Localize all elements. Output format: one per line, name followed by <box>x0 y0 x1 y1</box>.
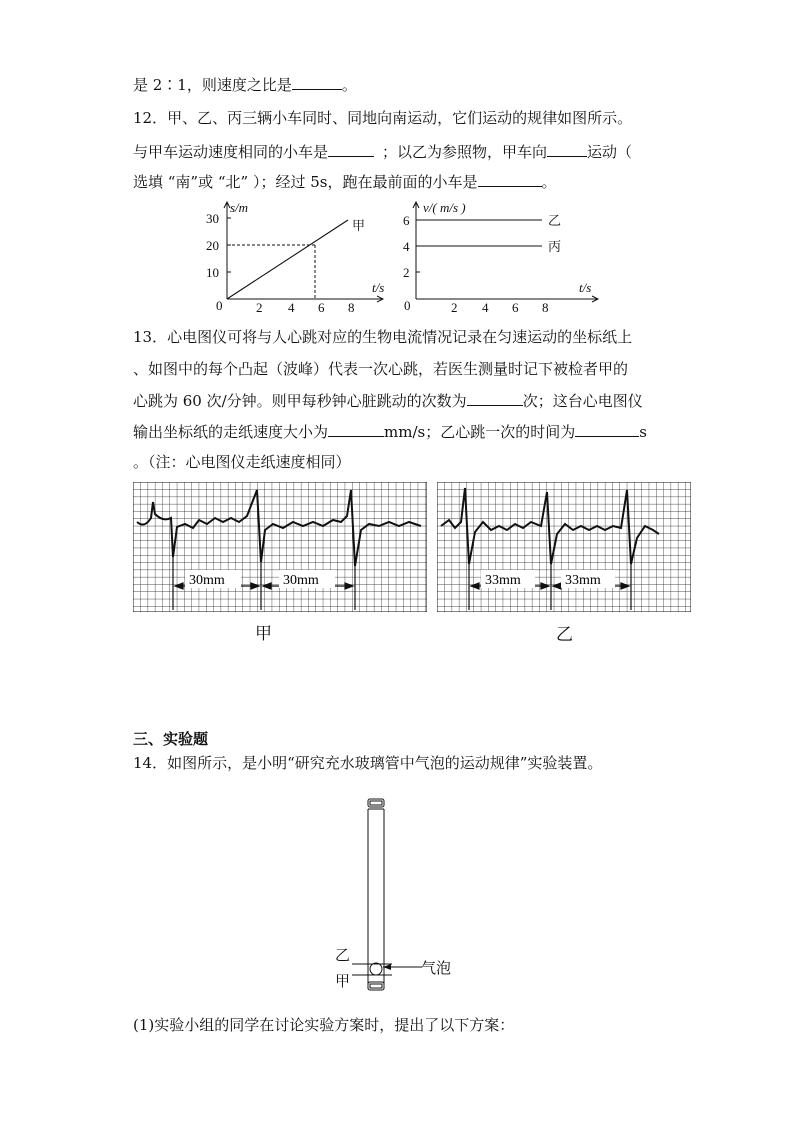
origin: 0 <box>216 298 223 313</box>
ecg-panel-jia <box>133 482 427 612</box>
measure-label: 33mm <box>565 573 601 588</box>
label-yi: 乙 <box>335 948 351 964</box>
axis-label-v: v/( m/s ) <box>423 200 466 215</box>
q13-line-3: 心跳为 60 次/分钟。则甲每秒钟心脏跳动的次数为 次；这台心电图仪 <box>133 392 643 410</box>
xtick: 6 <box>318 300 325 313</box>
answer-blank[interactable] <box>467 390 523 406</box>
xtick: 8 <box>348 300 355 313</box>
xtick: 8 <box>542 300 549 313</box>
text-line-1: 是 2∶1，则速度之比是 。 <box>133 76 357 94</box>
series-label-yi: 乙 <box>548 213 562 228</box>
xtick: 4 <box>288 300 295 313</box>
q14-part1: (1)实验小组的同学在讨论实验方案时，提出了以下方案： <box>133 1016 515 1034</box>
glass-tube-figure <box>330 792 470 997</box>
origin: 0 <box>404 298 411 313</box>
ytick: 2 <box>403 265 410 280</box>
measure-label: 30mm <box>283 573 319 588</box>
ytick: 6 <box>403 213 410 228</box>
xtick: 4 <box>482 300 489 313</box>
answer-blank[interactable] <box>547 141 587 157</box>
q12-line-2: 与甲车运动速度相同的小车是 ；以乙为参照物，甲车向 运动（ <box>133 143 633 161</box>
q12-line-3: 选填 “南”或 “北” ）；经过 5s，跑在最前面的小车是 。 <box>133 173 557 191</box>
ytick: 4 <box>403 239 410 254</box>
series-label-jia: 甲 <box>352 218 366 233</box>
q11-tail: 是 2∶1，则速度之比是 <box>133 76 292 94</box>
ytick: 20 <box>206 238 219 253</box>
q14-stem: 14．如图所示，是小明“研究充水玻璃管中气泡的运动规律”实验装置。 <box>133 754 603 772</box>
axis-label-t: t/s <box>372 280 385 295</box>
ecg-panel-yi <box>437 482 691 612</box>
q13-line-2: 、如图中的每个凸起（波峰）代表一次心跳，若医生测量时记下被检者甲的 <box>133 360 629 378</box>
ecg-label-yi: 乙 <box>556 625 573 645</box>
q13-line-1: 13．心电图仪可将与人心跳对应的生物电流情况记录在匀速运动的坐标纸上 <box>133 328 633 346</box>
st-graph <box>200 198 385 313</box>
axis-label-s: s/m <box>230 200 249 215</box>
label-jia: 甲 <box>335 974 351 990</box>
ytick: 10 <box>206 265 219 280</box>
answer-blank[interactable] <box>292 74 342 90</box>
xtick: 2 <box>451 300 458 313</box>
section-title: 三、实验题 <box>133 730 209 748</box>
answer-blank[interactable] <box>328 421 384 437</box>
answer-blank[interactable] <box>328 141 374 157</box>
ecg-label-jia: 甲 <box>255 624 272 644</box>
q12-stem: 12．甲、乙、丙三辆小车同时、同地向南运动，它们运动的规律如图所示。 <box>133 109 633 127</box>
q13-line-4: 输出坐标纸的走纸速度大小为 mm/s；乙心跳一次的时间为 s <box>133 423 647 441</box>
series-label-bing: 丙 <box>548 239 562 254</box>
ytick: 30 <box>206 211 219 226</box>
vt-graph <box>395 198 600 313</box>
q13-note: 。（注：心电图仪走纸速度相同） <box>133 453 351 471</box>
xtick: 2 <box>256 300 263 313</box>
axis-label-t: t/s <box>579 280 592 295</box>
measure-label: 30mm <box>189 573 225 588</box>
answer-blank[interactable] <box>575 421 639 437</box>
label-bubble: 气泡 <box>421 961 452 977</box>
measure-label: 33mm <box>485 573 521 588</box>
answer-blank[interactable] <box>478 171 542 187</box>
xtick: 6 <box>512 300 519 313</box>
